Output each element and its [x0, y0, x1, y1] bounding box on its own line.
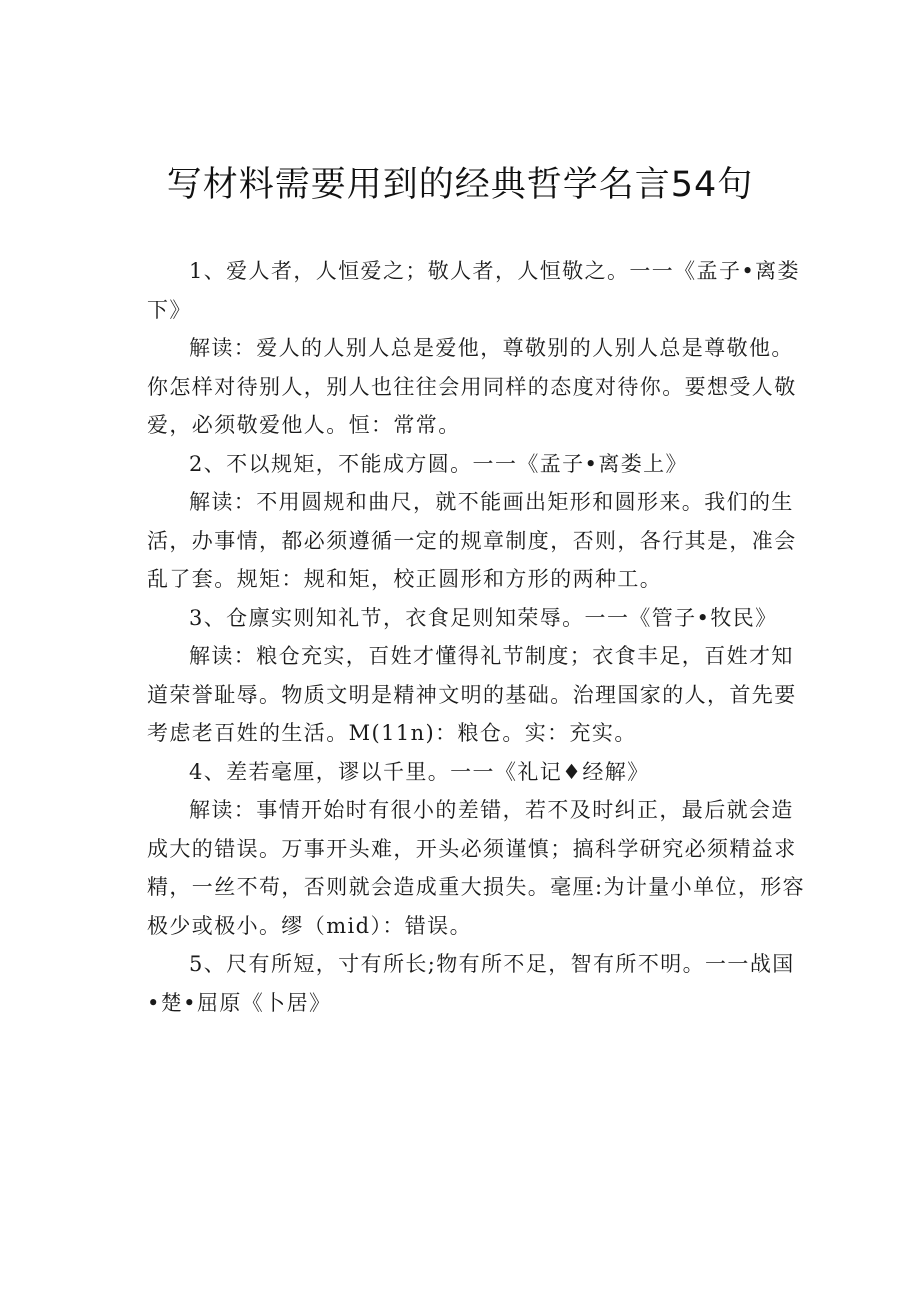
quote-paragraph: 2、不以规矩，不能成方圆。一一《孟子•离娄上》: [189, 451, 688, 476]
quote-paragraph: 1、爱人者，人恒爱之；敬人者，人恒敬之。一一《孟子•离娄下》: [147, 259, 800, 322]
quote-paragraph: 3、仓廪实则知礼节，衣食足则知荣辱。一一《管子•牧民》: [189, 605, 778, 630]
document-title: 写材料需要用到的经典哲学名言54句: [166, 165, 754, 205]
explanation-paragraph: 解读：粮仓充实，百姓才懂得礼节制度；衣食丰足，百姓才知道荣誉耻辱。物质文明是精神文明的基础。治理国家的人，首先要考虑老百姓的生活。M(11n)：粮仓。实：充实。: [147, 644, 797, 745]
quote-paragraph: 4、差若毫厘，谬以千里。一一《礼记♦经解》: [189, 759, 650, 784]
explanation-paragraph: 解读：不用圆规和曲尺，就不能画出矩形和圆形来。我们的生活，办事情，都必须遵循一定的规章制度，否则，各行其是，准会乱了套。规矩：规和矩，校正圆形和方形的两种工。: [147, 490, 797, 591]
quote-paragraph: 5、尺有所短，寸有所长;物有所不足，智有所不明。一一战国•楚•屈原《卜居》: [147, 952, 795, 1015]
explanation-paragraph: 解读：事情开始时有很小的差错，若不及时纠正，最后就会造成大的错误。万事开头难，开头必须谨慎；搞科学研究必须精益求精，一丝不苟，否则就会造成重大损失。毫厘:为计量小单位，形容极少或极小。缪（mid）：错误。: [147, 798, 806, 938]
explanation-paragraph: 解读：爱人的人别人总是爱他，尊敬别的人别人总是尊敬他。你怎样对待别人，别人也往往会用同样的态度对待你。要想受人敬爱，必须敬爱他人。恒：常常。: [147, 336, 797, 437]
document-body: [147, 252, 807, 1022]
